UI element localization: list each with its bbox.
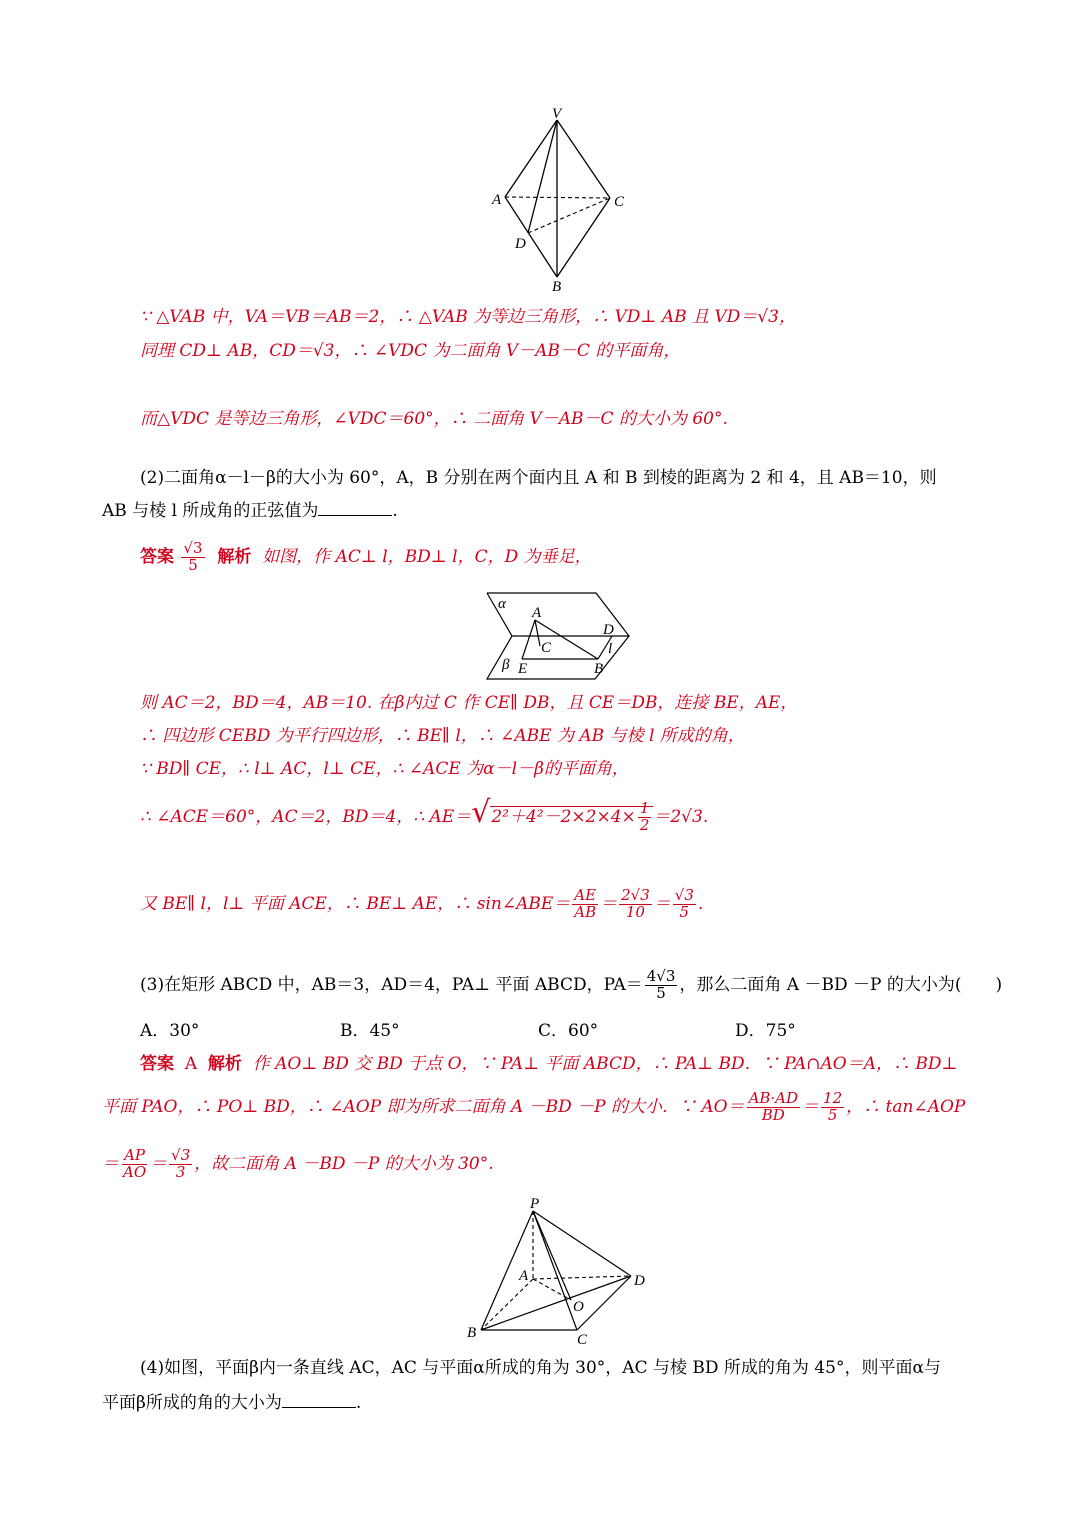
question-2-line-1: (2)二面角α－l－β的大小为 60°，A，B 分别在两个面内且 A 和 B 到棱的距离为 2 和 4，且 AB＝10，则 xyxy=(140,468,937,488)
ap-ao-fraction xyxy=(121,1148,148,1181)
line4-post: ＝2√3. xyxy=(653,807,709,827)
radicand-text: 2²＋4²－2×2×4× xyxy=(491,807,636,827)
label-v: V xyxy=(552,106,562,122)
s33-num: √3 xyxy=(171,1146,191,1165)
solution-1-line-2: 同理 CD⊥ AB，CD＝√3，∴ ∠VDC 为二面角 V－AB－C 的平面角， xyxy=(140,341,681,361)
half-num: 1 xyxy=(639,799,650,818)
sqrt3-3-fraction xyxy=(169,1148,192,1181)
label-d3: D xyxy=(634,1273,645,1289)
f3-den: 5 xyxy=(679,903,690,921)
solution-2-line-3: ∵ BD∥ CE，∴ l⊥ AC，l⊥ CE，∴ ∠ACE 为α－l－β的平面角， xyxy=(140,759,629,779)
figure-tetrahedron-vabc xyxy=(480,100,640,295)
radicand xyxy=(490,799,653,834)
answer-3-line-3: ＝ $\frac{AP}{AO}$ ＝ $\frac{√3}{3}$ ，故二面角 A －BD －P 的大小为 30°. xyxy=(102,1146,494,1181)
solution-2-line-5: 又 BE∥ l，l⊥ 平面 ACE，∴ BE⊥ AE，∴ sin∠ABE＝ $\frac{AE}{AB}$ ＝ $\frac{2√3}{10}$ ＝ $\frac{√3}{5}$ . xyxy=(140,886,704,921)
answer-2-line xyxy=(140,537,592,577)
label-d2: D xyxy=(603,622,614,638)
label-b2: B xyxy=(594,661,604,677)
s33-den: 3 xyxy=(175,1163,186,1181)
question-4-line-1: (4)如图，平面β内一条直线 AC，AC 与平面α所成的角为 30°，AC 与棱 BD 所成的角为 45°，则平面α与 xyxy=(140,1358,941,1378)
answer-3-value: A xyxy=(184,1054,198,1074)
pa-den: 5 xyxy=(656,984,666,1002)
answer-num: √3 xyxy=(183,539,203,558)
f1-den: AB xyxy=(574,903,597,921)
label-beta: β xyxy=(502,657,510,673)
a3-pre: ＝ xyxy=(102,1154,119,1174)
analysis-3-text: 作 AO⊥ BD 交 BD 于点 O，∵ PA⊥ 平面 ABCD，∴ PA⊥ BD．∵ PA∩AO＝A，∴ BD⊥ xyxy=(252,1054,958,1074)
a3-post: ，故二面角 A －BD －P 的大小为 30°. xyxy=(194,1154,494,1174)
label-alpha: α xyxy=(498,596,506,612)
label-c2: C xyxy=(541,640,552,656)
f2-den: 10 xyxy=(625,903,645,921)
label-c: C xyxy=(614,194,625,210)
answer-den: 5 xyxy=(188,556,198,574)
label-b3: B xyxy=(467,1325,477,1341)
question-4-text: 平面β所成的角的大小为 xyxy=(102,1393,282,1413)
analysis-text: 如图，作 AC⊥ l，BD⊥ l，C，D 为垂足， xyxy=(262,547,592,567)
f3-num: √3 xyxy=(674,886,694,905)
q3-post: ，那么二面角 A －BD －P 的大小为( ) xyxy=(679,975,1003,995)
answer-label: 答案 xyxy=(140,547,174,567)
label-a: A xyxy=(492,192,502,208)
answer-blank-4 xyxy=(282,1391,356,1408)
solution-2-line-2: ∴ 四边形 CEBD 为平行四边形，∴ BE∥ l，∴ ∠ABE 为 AB 与棱 l 所成的角， xyxy=(140,726,745,746)
f1-num: AE xyxy=(574,886,597,905)
line5-post: . xyxy=(697,894,704,914)
half-den: 2 xyxy=(639,816,650,834)
ao-num: AB·AD xyxy=(748,1089,799,1108)
a2-post: ，∴ tan∠AOP xyxy=(846,1097,966,1117)
option-a: A．30° xyxy=(140,1021,200,1041)
label-o: O xyxy=(573,1299,584,1315)
pa-num: 4√3 xyxy=(646,967,676,986)
f2-num: 2√3 xyxy=(621,886,650,905)
fraction-sqrt3-5 xyxy=(673,888,696,921)
figure-pyramid-pabcd xyxy=(460,1190,660,1350)
fraction-2sqrt3-10 xyxy=(619,888,652,921)
option-d: D．75° xyxy=(735,1021,796,1041)
label-b: B xyxy=(552,279,562,295)
question-4-period: . xyxy=(355,1393,362,1413)
answer-3-line-1 xyxy=(140,1052,957,1076)
label-a2: A xyxy=(532,605,542,621)
figure-dihedral-planes xyxy=(470,585,640,685)
solution-1-line-3: 而△VDC 是等边三角形，∠VDC＝60°，∴ 二面角 V－AB－C 的大小为 60°. xyxy=(140,409,728,429)
question-4-line-2 xyxy=(102,1391,361,1415)
option-c: C．60° xyxy=(538,1021,599,1041)
solution-2-line-4: ∴ ∠ACE＝60°，AC＝2，BD＝4，∴ AE＝√2²＋4²－2×2×4× $\frac{1}{2}$ ＝2√3. xyxy=(140,795,709,834)
apao-num: AP xyxy=(124,1146,146,1165)
tf-den: 5 xyxy=(827,1106,838,1124)
answer-fraction xyxy=(181,541,204,574)
question-2-text: AB 与棱 l 所成角的正弦值为 xyxy=(102,501,319,521)
question-2-line-2 xyxy=(102,499,398,523)
apao-den: AO xyxy=(123,1163,147,1181)
label-p: P xyxy=(530,1196,540,1212)
tf-num: 12 xyxy=(823,1089,843,1108)
label-e: E xyxy=(518,661,528,677)
label-l: l xyxy=(608,641,613,657)
q3-pre: (3)在矩形 ABCD 中，AB＝3，AD＝4，PA⊥ 平面 ABCD，PA＝ xyxy=(140,975,643,995)
twelve-fifths xyxy=(821,1091,844,1124)
label-d: D xyxy=(515,236,526,252)
ao-den: BD xyxy=(761,1106,785,1124)
fraction-ae-ab xyxy=(572,888,598,921)
solution-1-line-1: ∵ △VAB 中，VA＝VB＝AB＝2，∴ △VAB 为等边三角形，∴ VD⊥ AB 且 VD＝√3， xyxy=(140,307,796,327)
option-b: B．45° xyxy=(340,1021,400,1041)
ao-fraction xyxy=(747,1091,800,1124)
solution-2-line-1: 则 AC＝2，BD＝4，AB＝10. 在β内过 C 作 CE∥ DB，且 CE＝DB，连接 BE，AE， xyxy=(140,693,798,713)
label-c3: C xyxy=(577,1332,588,1348)
answer-3-line-2: 平面 PAO，∴ PO⊥ BD，∴ ∠AOP 即为所求二面角 A －BD －P 的大小．∵ AO＝ $\frac{AB\cdot AD}{BD}$ ＝ $\frac{12}{5}$ ，∴ tan∠AOP xyxy=(102,1089,966,1124)
a2-pre: 平面 PAO，∴ PO⊥ BD，∴ ∠AOP 即为所求二面角 A －BD －P 的大小．∵ AO＝ xyxy=(102,1097,745,1117)
pa-fraction xyxy=(645,969,678,1002)
label-a3: A xyxy=(519,1268,529,1284)
half-fraction xyxy=(638,801,652,834)
answer-blank xyxy=(318,499,392,516)
question-2-period: . xyxy=(392,501,398,521)
analysis-label: 解析 xyxy=(217,547,252,567)
question-3-line-1 xyxy=(140,963,1002,1007)
line4-pre: ∴ ∠ACE＝60°，AC＝2，BD＝4，∴ AE＝ xyxy=(140,807,472,827)
line5-pre: 又 BE∥ l，l⊥ 平面 ACE，∴ BE⊥ AE，∴ sin∠ABE＝ xyxy=(140,894,571,914)
analysis-3-label: 解析 xyxy=(207,1054,242,1074)
answer-3-label: 答案 xyxy=(140,1054,174,1074)
